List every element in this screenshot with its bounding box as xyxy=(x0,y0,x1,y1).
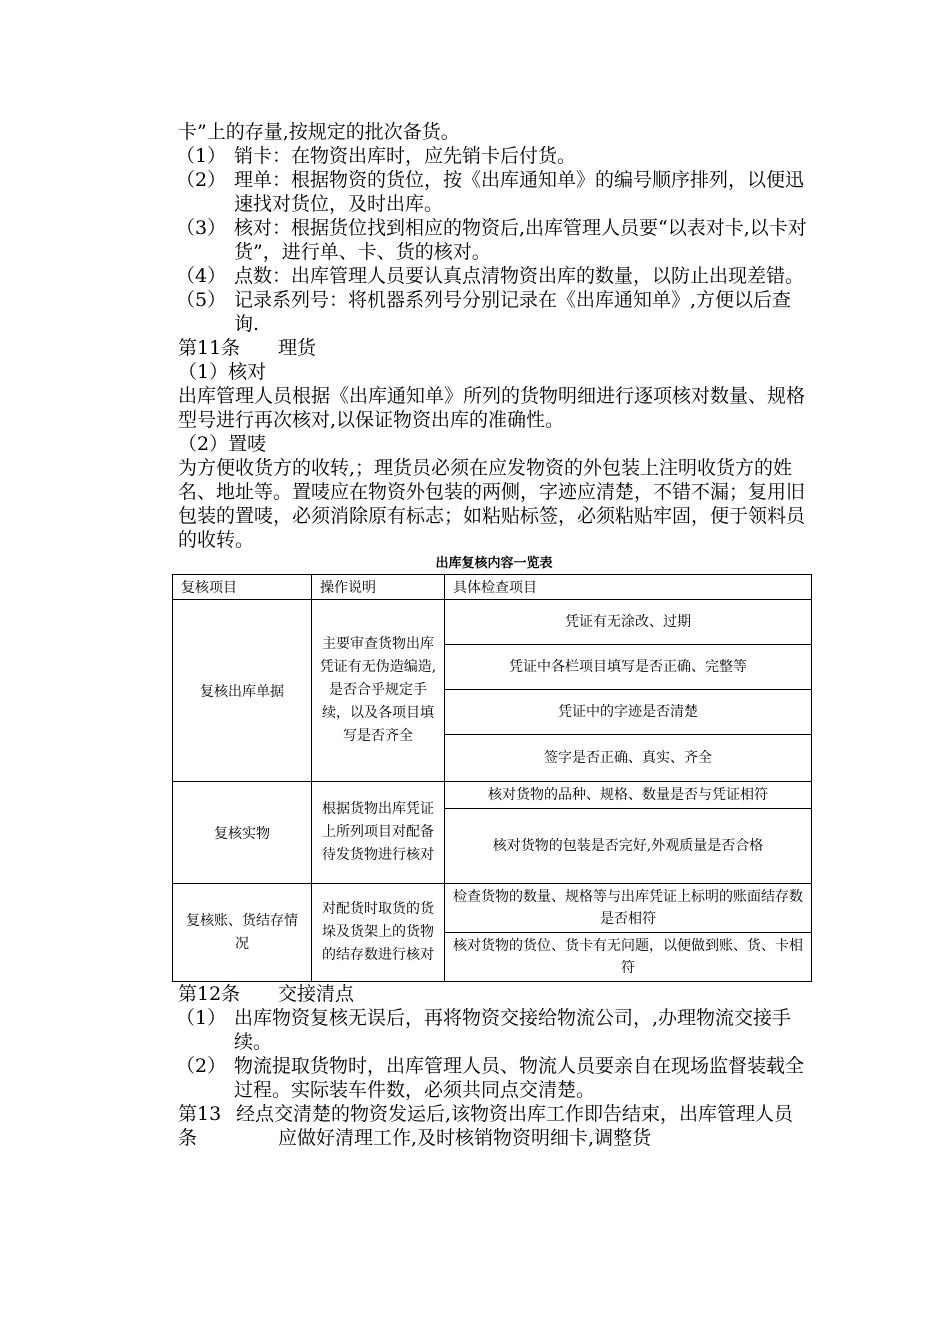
table-row xyxy=(173,884,812,933)
check-cell: 凭证中各栏项目填写是否正确、完整等 xyxy=(445,645,812,690)
table-row xyxy=(173,600,812,645)
table-header-row xyxy=(173,575,812,600)
article-11-heading: 第11条 理货 xyxy=(178,337,317,359)
operation-cell: 对配货时取货的货垛及货架上的货物的结存数进行核对 xyxy=(312,884,445,982)
list-item: （3） 核对：根据货位找到相应的物资后,出库管理人员要“以表对卡,以卡对货”，进行单、卡、货的核对。 xyxy=(176,217,807,263)
check-cell: 检查货物的数量、规格等与出库凭证上标明的账面结存数是否相符 xyxy=(445,884,812,933)
operation-cell: 根据货物出库凭证上所列项目对配备待发货物进行核对 xyxy=(312,782,445,884)
table-header-cell: 操作说明 xyxy=(312,575,445,600)
subheading-marking: （2）置唛 xyxy=(178,433,267,455)
list-item: （5） 记录系列号：将机器系列号分别记录在《出库通知单》,方便以后查询. xyxy=(176,289,792,335)
paragraph-marking: 为方便收货方的收转,；理货员必须在应发物资的外包装上注明收货方的姓名、地址等。置唛应在物资外包装的两侧，字迹应清楚，不错不漏；复用旧包装的置唛，必须消除原有标志；如粘贴标签，必须粘贴牢固，便于领料员的收转。 xyxy=(178,457,806,551)
list-item: （4） 点数：出库管理人员要认真点清物资出库的数量，以防止出现差错。 xyxy=(176,265,805,287)
list-item: （1） 出库物资复核无误后，再将物资交接给物流公司，,办理物流交接手续。 xyxy=(176,1007,792,1053)
review-table xyxy=(172,574,812,982)
check-cell: 凭证中的字迹是否清楚 xyxy=(445,690,812,735)
check-cell: 签字是否正确、真实、齐全 xyxy=(445,735,812,782)
intro-line: 卡”上的存量,按规定的批次备货。 xyxy=(178,121,460,143)
paragraph-check: 出库管理人员根据《出库通知单》所列的货物明细进行逐项核对数量、规格型号进行再次核对,以保证物资出库的准确性。 xyxy=(178,385,806,431)
list-items-a xyxy=(178,144,810,336)
review-item-cell: 复核账、货结存情况 xyxy=(173,884,312,982)
article-13: 第13条 经点交清楚的物资发运后,该物资出库工作即告结束，出库管理人员应做好清理工作,及时核销物资明细卡,调整货 xyxy=(178,1103,794,1149)
document-page xyxy=(178,120,810,1150)
article-12-heading: 第12条 交接清点 xyxy=(178,983,355,1005)
review-item-cell: 复核出库单据 xyxy=(173,600,312,782)
check-cell: 凭证有无涂改、过期 xyxy=(445,600,812,645)
table-header-cell: 复核项目 xyxy=(173,575,312,600)
table-caption: 出库复核内容一览表 xyxy=(435,556,553,571)
table-header-cell: 具体检查项目 xyxy=(445,575,812,600)
list-item: （2） 理单：根据物资的货位，按《出库通知单》的编号顺序排列，以便迅速找对货位，及时出库。 xyxy=(176,169,805,215)
review-item-cell: 复核实物 xyxy=(173,782,312,884)
list-items-b xyxy=(178,1006,810,1102)
check-cell: 核对货物的包装是否完好,外观质量是否合格 xyxy=(445,809,812,884)
list-item: （1） 销卡：在物资出库时，应先销卡后付货。 xyxy=(176,145,577,167)
list-item: （2） 物流提取货物时，出库管理人员、物流人员要亲自在现场监督装载全过程。实际装车件数，必须共同点交清楚。 xyxy=(176,1055,805,1101)
subheading-check: （1）核对 xyxy=(178,361,267,383)
check-cell: 核对货物的货位、货卡有无问题，以便做到账、货、卡相符 xyxy=(445,933,812,982)
check-cell: 核对货物的品种、规格、数量是否与凭证相符 xyxy=(445,782,812,809)
table-row xyxy=(173,782,812,809)
operation-cell: 主要审查货物出库凭证有无伪造编造,是否合乎规定手续，以及各项目填写是否齐全 xyxy=(312,600,445,782)
